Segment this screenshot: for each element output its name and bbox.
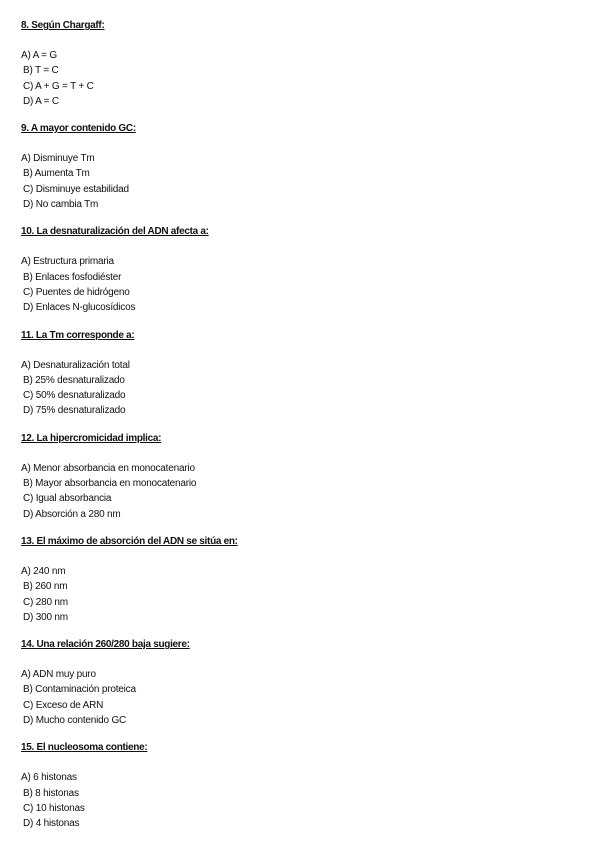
question-title: 11. La Tm corresponde a: [21,329,135,341]
option-a: A) ADN muy puro [21,669,96,681]
question-10 [21,226,600,315]
question-13 [21,536,600,625]
option-a: A) 6 histonas [21,772,77,784]
option-list [21,358,600,419]
option-c: C) 10 histonas [23,802,85,814]
option-b: B) Aumenta Tm [23,168,90,180]
option-list [21,770,600,831]
option-b: B) 260 nm [23,581,68,593]
option-d: D) 75% desnaturalizado [23,405,126,417]
option-b: B) Contaminación proteica [23,684,136,696]
option-list [21,254,600,315]
option-c: C) 280 nm [23,596,68,608]
option-list [21,48,600,109]
option-b: B) Enlaces fosfodiéster [23,271,122,283]
option-d: D) Mucho contenido GC [23,715,127,727]
option-a: A) 240 nm [21,565,66,577]
option-c: C) Exceso de ARN [23,699,104,711]
option-d: D) A = C [23,95,59,107]
option-a: A) Desnaturalización total [21,359,130,371]
question-title: 14. Una relación 260/280 baja sugiere: [21,639,190,651]
option-d: D) Enlaces N-glucosídicos [23,302,136,314]
option-b: B) T = C [23,65,59,77]
question-9 [21,123,600,212]
option-b: B) 8 histonas [23,787,79,799]
option-b: B) 25% desnaturalizado [23,374,125,386]
option-a: A) A = G [21,50,57,61]
question-title: 9. A mayor contenido GC: [21,123,136,135]
option-c: C) Puentes de hidrógeno [23,286,130,298]
option-a: A) Menor absorbancia en monocatenario [21,462,195,474]
option-d: D) 4 histonas [23,818,80,830]
question-title: 15. El nucleosoma contiene: [21,742,148,754]
option-d: D) No cambia Tm [23,199,99,211]
question-title: 13. El máximo de absorción del ADN se sitúa en: [21,535,238,547]
question-12 [21,433,600,522]
option-list [21,667,600,728]
option-c: C) A + G = T + C [23,80,94,92]
question-title: 12. La hipercromicidad implica: [21,432,162,444]
option-list [21,461,600,522]
option-a: A) Estructura primaria [21,256,114,268]
option-d: D) 300 nm [23,611,68,623]
option-d: D) Absorción a 280 nm [23,508,121,520]
question-11 [21,330,600,419]
question-15 [21,742,600,831]
option-c: C) 50% desnaturalizado [23,390,126,402]
question-14 [21,639,600,728]
question-8 [21,20,600,109]
question-title: 8. Según Chargaff: [21,20,105,31]
option-list [21,564,600,625]
option-b: B) Mayor absorbancia en monocatenario [23,478,197,490]
question-title: 10. La desnaturalización del ADN afecta a: [21,226,209,238]
option-c: C) Disminuye estabilidad [23,183,129,195]
option-list [21,151,600,212]
option-a: A) Disminuye Tm [21,153,95,165]
option-c: C) Igual absorbancia [23,493,112,505]
